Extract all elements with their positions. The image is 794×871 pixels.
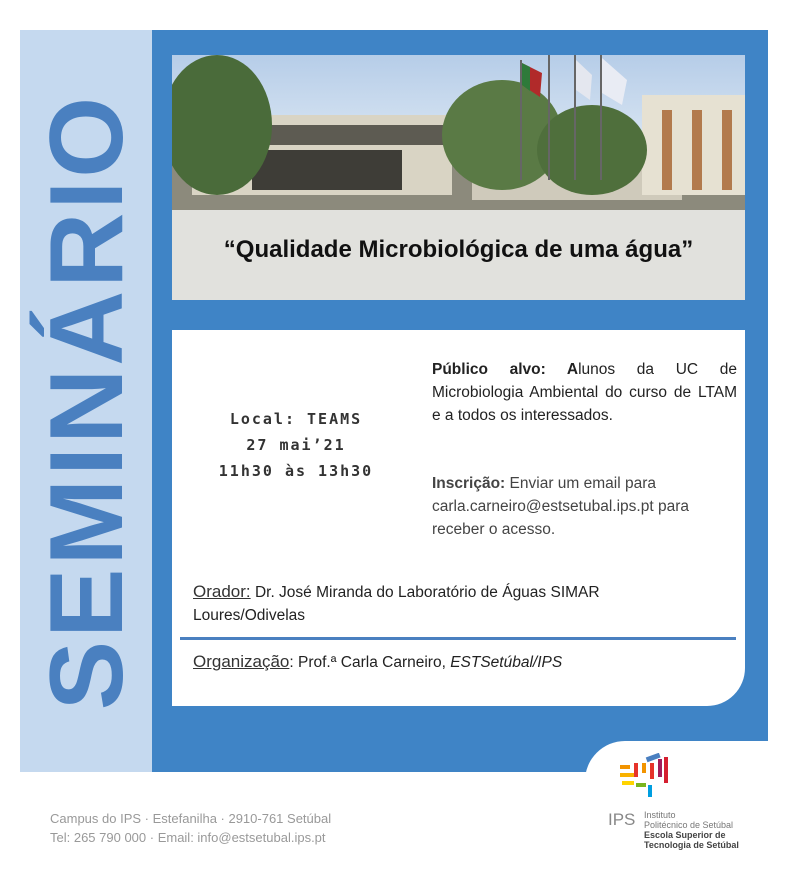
time-text: 11h30 às 13h30 [218,462,374,480]
speaker-label: Orador: [193,582,251,601]
vertical-title: SEMINÁRIO [29,93,145,711]
school-name [644,830,739,850]
divider [180,637,736,640]
organization-label: Organização [193,652,290,671]
organization-text: : Prof.ª Carla Carneiro, [289,654,451,671]
footer-contact [50,809,331,847]
date-text: 27 mai’21 [246,436,346,454]
location-text: Local: TEAMS [229,410,363,428]
institute-name [644,810,733,830]
event-details [200,406,392,484]
registration [432,472,737,541]
footer-contacts: Tel: 265 790 000 · Email: info@estsetubal.ips.pt [50,830,326,845]
target-audience-initial: A [566,361,579,378]
school-line1: Escola Superior de [644,830,726,840]
speaker [193,580,713,627]
target-audience-label: Público alvo: [432,361,567,378]
organization [193,652,713,672]
ips-acronym: IPS [608,810,636,829]
target-audience-text: lunos da UC de Microbiologia Ambiental do curso de LTAM e a todos os interessados. [432,361,737,424]
institute-line2: Politécnico de Setúbal [644,820,734,830]
school-line2: Tecnologia de Setúbal [644,840,739,850]
organization-school: ESTSetúbal/IPS [450,654,563,671]
registration-text: Enviar um email para carla.carneiro@estsetubal.ips.pt para receber o acesso. [432,475,689,538]
registration-label: Inscrição: [432,475,506,492]
seminar-title: “Qualidade Microbiológica de uma água” [223,236,694,263]
footer-address: Campus do IPS · Estefanilha · 2910-761 Setúbal [50,811,332,826]
ips-logo-icon [616,753,676,804]
target-audience [432,358,737,427]
speaker-text: Dr. José Miranda do Laboratório de Águas SIMAR Loures/Odivelas [193,584,600,624]
institute-line1: Instituto [644,810,676,820]
